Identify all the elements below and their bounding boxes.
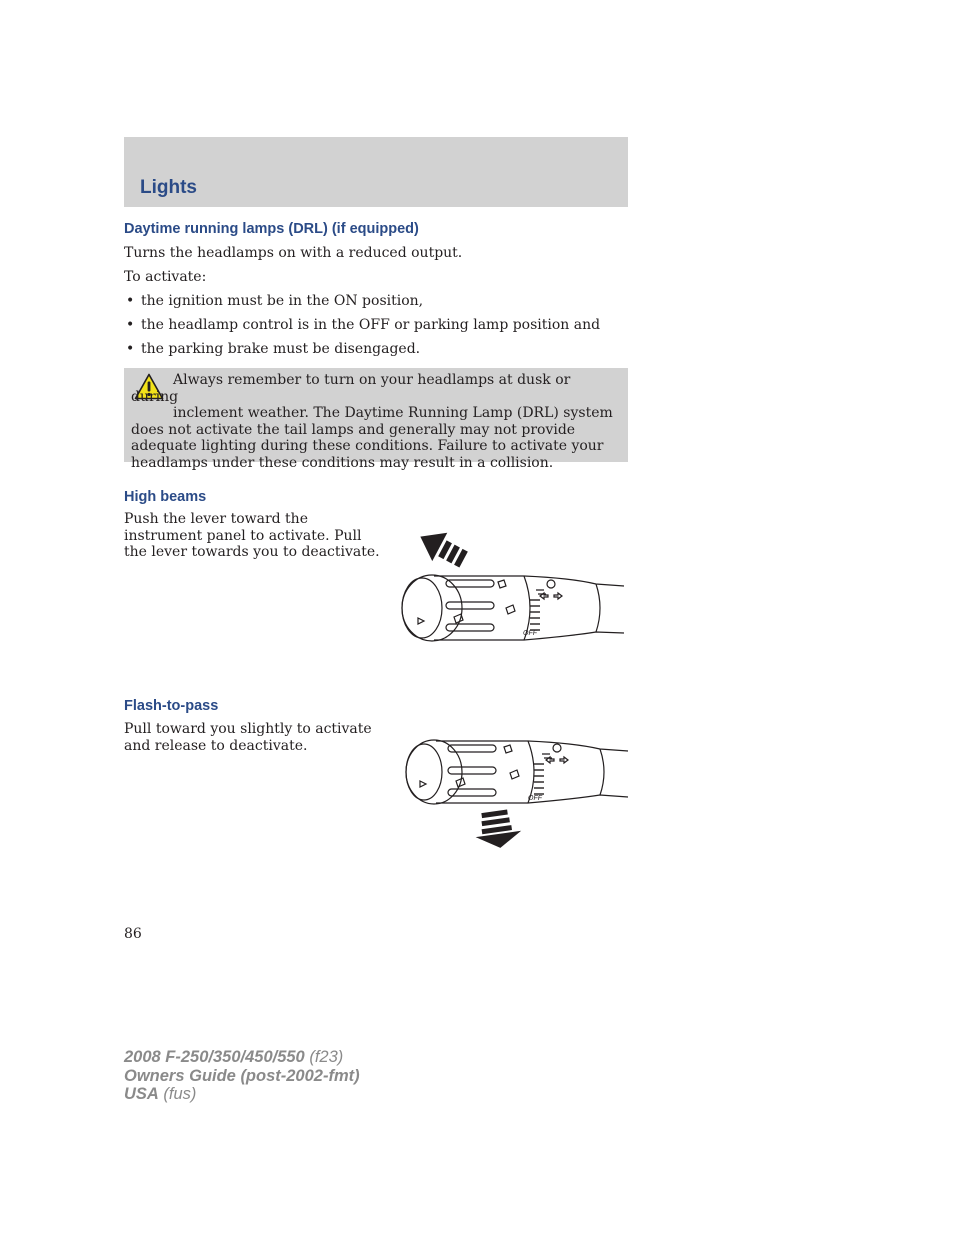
warning-line: adequate lighting during these conditions. Failure to activate your: [131, 438, 604, 454]
bullet-text: the headlamp control is in the OFF or parking lamp position and: [141, 317, 601, 333]
flash-to-pass-heading: Flash-to-pass: [124, 698, 219, 714]
high-beams-heading: High beams: [124, 489, 207, 505]
warning-box: [124, 368, 628, 471]
warning-line: inclement weather. The Daytime Running Lamp (DRL) system: [173, 405, 613, 421]
bullet-text: the ignition must be in the ON position,: [141, 293, 424, 309]
lever-off-label: OFF: [523, 630, 537, 637]
section-title: Lights: [140, 177, 197, 198]
flash-to-pass-text: [124, 721, 372, 754]
warning-line: does not activate the tail lamps and generally may not provide: [131, 421, 576, 438]
warning-line: Always remember to turn on your headlamps at dusk or during: [131, 372, 571, 405]
list-item: [124, 317, 600, 341]
flash-to-pass-lever-illustration: [402, 735, 632, 855]
pull-arrow-icon: [472, 808, 523, 851]
footer-market-code: (fus): [158, 1085, 197, 1103]
bullet-icon: •: [126, 293, 135, 309]
bullet-text: the parking brake must be disengaged.: [141, 341, 421, 357]
warning-text: [131, 372, 617, 471]
document-footer: [124, 1048, 360, 1104]
footer-market: USA: [124, 1085, 159, 1103]
text-line: Push the lever toward the: [124, 511, 308, 527]
warning-line: headlamps under these conditions may result in a collision.: [131, 454, 554, 471]
push-arrow-icon: [413, 522, 471, 573]
drl-bullet-list: [124, 293, 600, 365]
list-item: [124, 341, 600, 365]
footer-guide: Owners Guide (post-2002-fmt): [124, 1066, 360, 1085]
text-line: and release to deactivate.: [124, 737, 308, 754]
footer-model: 2008 F-250/350/450/550: [124, 1048, 305, 1066]
footer-model-code: (f23): [304, 1048, 344, 1066]
high-beams-text: [124, 511, 380, 561]
text-line: Pull toward you slightly to activate: [124, 721, 372, 737]
bullet-icon: •: [126, 317, 135, 333]
text-line: the lever towards you to deactivate.: [124, 544, 380, 560]
bullet-icon: •: [126, 341, 135, 357]
text-line: instrument panel to activate. Pull: [124, 527, 362, 544]
section-header-band: [124, 137, 628, 207]
drl-heading: Daytime running lamps (DRL) (if equipped): [124, 221, 419, 237]
drl-intro: Turns the headlamps on with a reduced output.: [124, 245, 463, 261]
lever-off-label: OFF: [528, 795, 542, 802]
drl-activate-label: To activate:: [124, 269, 207, 285]
list-item: [124, 293, 600, 317]
high-beams-lever-illustration: [396, 520, 632, 650]
page-number: 86: [124, 926, 142, 942]
